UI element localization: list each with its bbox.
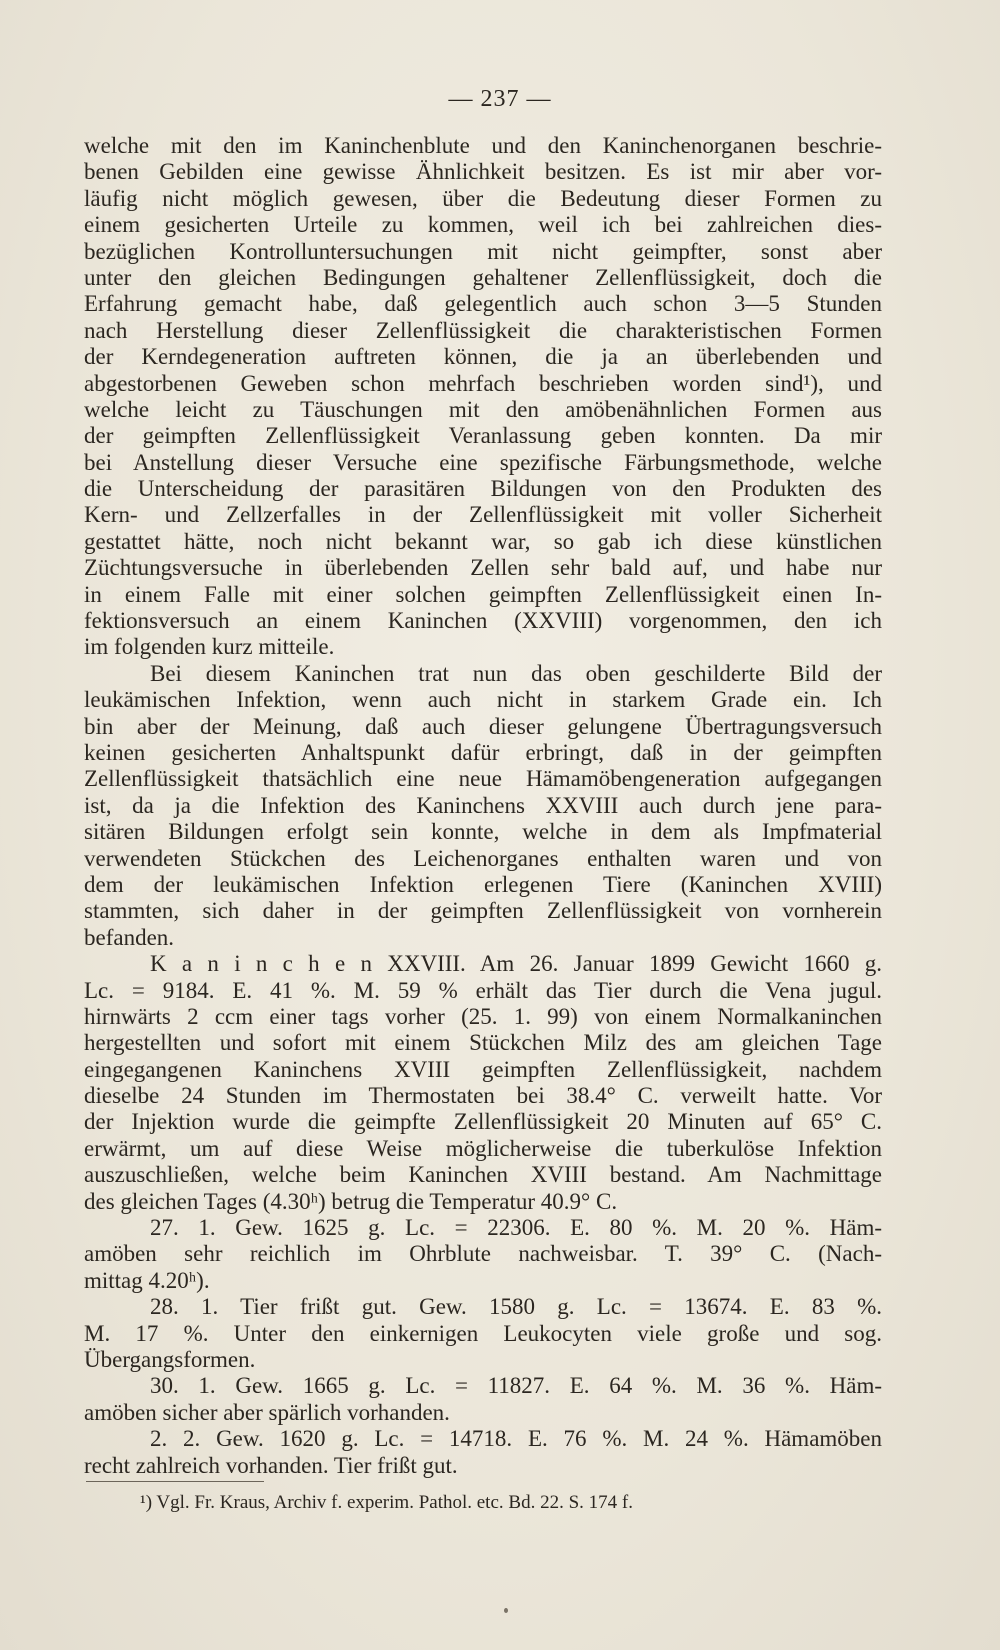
text-line: nach Herstellung dieser Zellenflüssigkeit die charakteristischen Formen [84,317,882,343]
text-line: die Unterscheidung der parasitären Bildungen von den Produkten des [84,476,882,502]
text-line: welche mit den im Kaninchenblute und den Kaninchenorganen beschrie- [84,133,882,158]
text-line: Lc. = 9184. E. 41 %. M. 59 % erhält das Tier durch die Vena jugul. [84,977,882,1003]
text-line: bezüglichen Kontrolluntersuchungen mit nicht geimpfter, sonst aber [84,238,882,264]
text-line: bei Anstellung dieser Versuche eine spezifische Färbungsmethode, welche [84,449,882,475]
text-line: der geimpften Zellenflüssigkeit Veranlassung geben konnten. Da mir [84,423,882,449]
text-line: amöben sehr reichlich im Ohrblute nachweisbar. T. 39° C. (Nach- [84,1241,882,1267]
text-line: hirnwärts 2 ccm einer tags vorher (25. 1. 99) von einem Normalkaninchen [84,1003,882,1029]
text-line: verwendeten Stückchen des Leichenorganes enthalten waren und von [84,845,882,871]
text-line: des gleichen Tages (4.30ʰ) betrug die Temperatur 40.9° C. [84,1188,618,1214]
text-line: recht zahlreich vorhanden. Tier frißt gut. [84,1452,458,1478]
text-line: ist, da ja die Infektion des Kaninchens XXVIII auch durch jene para- [84,792,882,818]
text-line: in einem Falle mit einer solchen geimpften Zellenflüssigkeit einen In- [84,581,882,607]
text-line: befanden. [84,924,175,950]
text-line: leukämischen Infektion, wenn auch nicht in starkem Grade ein. Ich [84,687,882,713]
page-number: — 237 — [448,86,552,112]
text-line: sitären Bildungen erfolgt sein konnte, welche in dem als Impfmaterial [84,819,882,845]
text-line: unter den gleichen Bedingungen gehaltener Zellenflüssigkeit, doch die [84,264,882,290]
text-line: abgestorbenen Geweben schon mehrfach beschrieben worden sind¹), und [84,370,882,396]
text-line: Kern- und Zellzerfalles in der Zellenflüssigkeit mit voller Sicherheit [84,502,882,528]
text-line: eingegangenen Kaninchens XVIII geimpften Zellenflüssigkeit, nachdem [84,1056,882,1082]
print-speck [504,1608,508,1613]
text-line: Bei diesem Kaninchen trat nun das oben geschilderte Bild der [150,660,882,686]
text-line: fektionsversuch an einem Kaninchen (XXVIII) vorgenommen, den ich [84,608,882,634]
text-line: Erfahrung gemacht habe, daß gelegentlich auch schon 3—5 Stunden [84,291,882,317]
text-line: Übergangsformen. [84,1346,256,1372]
text-line: gestattet hätte, noch nicht bekannt war, so gab ich diese künstlichen [84,528,882,554]
text-line: stammten, sich daher in der geimpften Zellenflüssigkeit von vornherein [84,898,882,924]
text-line: einem gesicherten Urteile zu kommen, weil ich bei zahlreichen dies- [84,212,882,238]
text-line: Zellenflüssigkeit thatsächlich eine neue Hämamöbengeneration aufgegangen [84,766,882,792]
text-line: hergestellten und sofort mit einem Stückchen Milz des am gleichen Tage [84,1030,882,1056]
body-text [84,133,882,1479]
text-line: 28. 1. Tier frißt gut. Gew. 1580 g. Lc. = 13674. E. 83 %. [150,1294,882,1320]
footnote-rule [86,1481,264,1482]
text-line: amöben sicher aber spärlich vorhanden. [84,1399,450,1425]
text-line: benen Gebilden eine gewisse Ähnlichkeit besitzen. Es ist mir aber vor- [84,159,882,185]
text-line: erwärmt, um auf diese Weise möglicherweise die tuberkulöse Infektion [84,1135,882,1161]
text-line: welche leicht zu Täuschungen mit den amöbenähnlichen Formen aus [84,396,882,422]
text-line: dem der leukämischen Infektion erlegenen Tiere (Kaninchen XVIII) [84,871,882,897]
text-line: 30. 1. Gew. 1665 g. Lc. = 11827. E. 64 %. M. 36 %. Häm- [150,1373,882,1399]
text-line: auszuschließen, welche beim Kaninchen XVIII bestand. Am Nachmittage [84,1162,882,1188]
text-line: 27. 1. Gew. 1625 g. Lc. = 22306. E. 80 %. M. 20 %. Häm- [150,1215,882,1241]
text-line: K a n i n c h e n XXVIII. Am 26. Januar 1899 Gewicht 1660 g. [150,951,882,977]
text-line: der Kerndegeneration auftreten können, die ja an überlebenden und [84,344,882,370]
text-line: läufig nicht möglich gewesen, über die Bedeutung dieser Formen zu [84,185,882,211]
text-line: der Injektion wurde die geimpfte Zellenflüssigkeit 20 Minuten auf 65° C. [84,1109,882,1135]
text-line: im folgenden kurz mitteile. [84,634,335,660]
text-line: bin aber der Meinung, daß auch dieser gelungene Übertragungsversuch [84,713,882,739]
text-line: mittag 4.20ʰ). [84,1267,210,1293]
text-line: Züchtungsversuche in überlebenden Zellen sehr bald auf, und habe nur [84,555,882,581]
text-line: dieselbe 24 Stunden im Thermostaten bei 38.4° C. verweilt hatte. Vor [84,1083,882,1109]
text-line: 2. 2. Gew. 1620 g. Lc. = 14718. E. 76 %. M. 24 %. Hämamöben [150,1426,882,1452]
text-line: keinen gesicherten Anhaltspunkt dafür erbringt, daß in der geimpften [84,739,882,765]
footnote: ¹) Vgl. Fr. Kraus, Archiv f. experim. Pathol. etc. Bd. 22. S. 174 f. [140,1492,633,1513]
text-line: M. 17 %. Unter den einkernigen Leukocyten viele große und sog. [84,1320,882,1346]
